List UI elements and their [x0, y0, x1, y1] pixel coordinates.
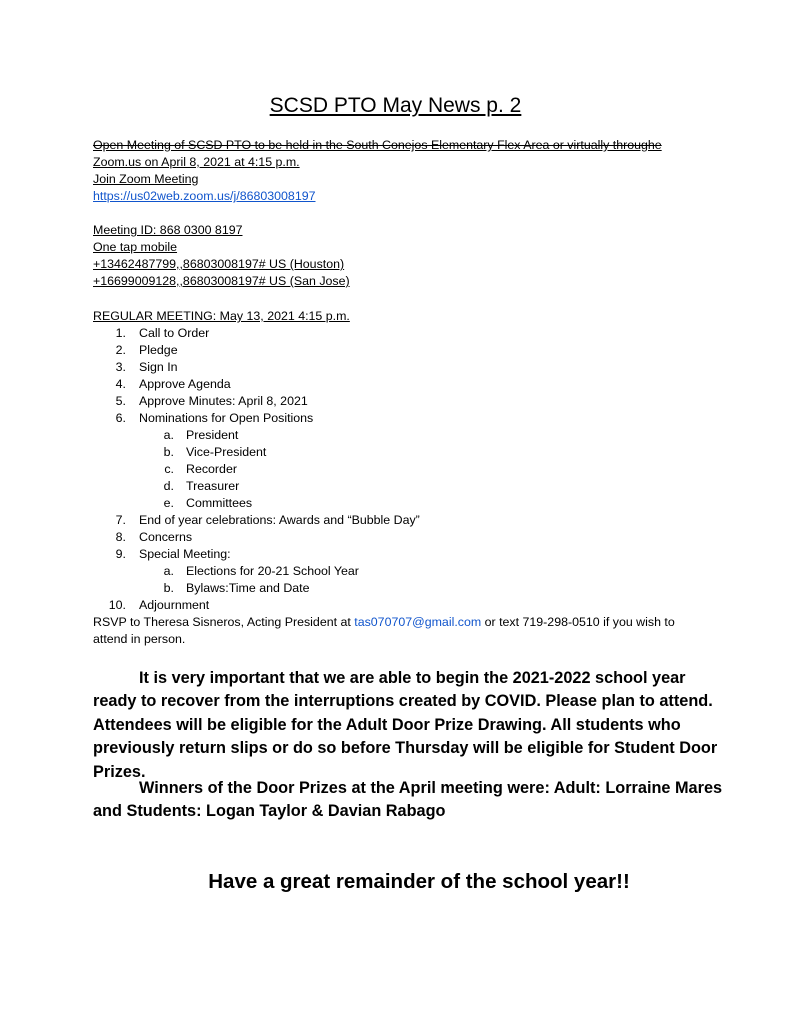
agenda-section	[93, 308, 703, 648]
closing-message: Have a great remainder of the school year!!	[208, 870, 630, 893]
page-title: SCSD PTO May News p. 2	[269, 94, 522, 117]
agenda-subitem: a. Elections for 20-21 School Year	[163, 564, 359, 578]
agenda-list	[93, 325, 703, 614]
meeting-id: Meeting ID: 868 0300 8197	[93, 223, 243, 237]
one-tap-mobile-label: One tap mobile	[93, 240, 178, 254]
agenda-item: 5. Approve Minutes: April 8, 2021	[115, 394, 308, 408]
agenda-subitem: b. Vice-President	[163, 445, 267, 459]
agenda-item: 4. Approve Agenda	[115, 377, 231, 391]
zoom-meeting-section	[93, 137, 703, 290]
rsvp-text: RSVP to Theresa Sisneros, Acting President at tas070707@gmail.com or text 719-298-0510 if you wish to attend in person.	[93, 615, 675, 646]
agenda-item: 6. Nominations for Open Positions	[115, 411, 314, 425]
agenda-item: 3. Sign In	[115, 360, 178, 374]
phone-san-jose: +16699009128,,86803008197# US (San Jose)	[93, 274, 350, 288]
agenda-subitem: c. Recorder	[164, 462, 237, 476]
zoom-join-link[interactable]: https://us02web.zoom.us/j/86803008197	[93, 189, 316, 203]
agenda-subitem: e. Committees	[163, 496, 253, 510]
regular-meeting-heading: REGULAR MEETING: May 13, 2021 4:15 p.m.	[93, 309, 350, 323]
open-meeting-line-1: Open Meeting of SCSD PTO to be held in the South Conejos Elementary Flex Area or virtually throughe	[93, 138, 662, 152]
agenda-subitem: d. Treasurer	[163, 479, 240, 493]
rsvp-email-link[interactable]: tas070707@gmail.com	[354, 615, 482, 629]
attendance-paragraph: It is very important that we are able to begin the 2021-2022 school year ready to recover from the interruptions created by COVID. Please plan to attend. Attendees will be eligible for the Adult Door Prize Drawing. All students who previously return slips or do so before Thursday will be eligible for Student Door Prizes.	[93, 669, 718, 781]
phone-houston: +13462487799,,86803008197# US (Houston)	[93, 257, 345, 271]
open-meeting-line-2: Zoom.us on April 8, 2021 at 4:15 p.m.	[93, 155, 300, 169]
agenda-subitem: b. Bylaws:Time and Date	[163, 581, 310, 595]
agenda-subitem: a. President	[163, 428, 239, 442]
agenda-item: 10. Adjournment	[108, 598, 210, 612]
agenda-item: 8. Concerns	[115, 530, 193, 544]
join-zoom-label: Join Zoom Meeting	[93, 172, 199, 186]
agenda-item: 1. Call to Order	[115, 326, 210, 340]
agenda-item: 9. Special Meeting:	[115, 547, 231, 561]
agenda-item: 2. Pledge	[115, 343, 178, 357]
door-prize-winners-paragraph: Winners of the Door Prizes at the April meeting were: Adult: Lorraine Mares and Students: Logan Taylor & Davian Rabago	[93, 779, 723, 821]
agenda-item: 7. End of year celebrations: Awards and “Bubble Day”	[115, 513, 420, 527]
